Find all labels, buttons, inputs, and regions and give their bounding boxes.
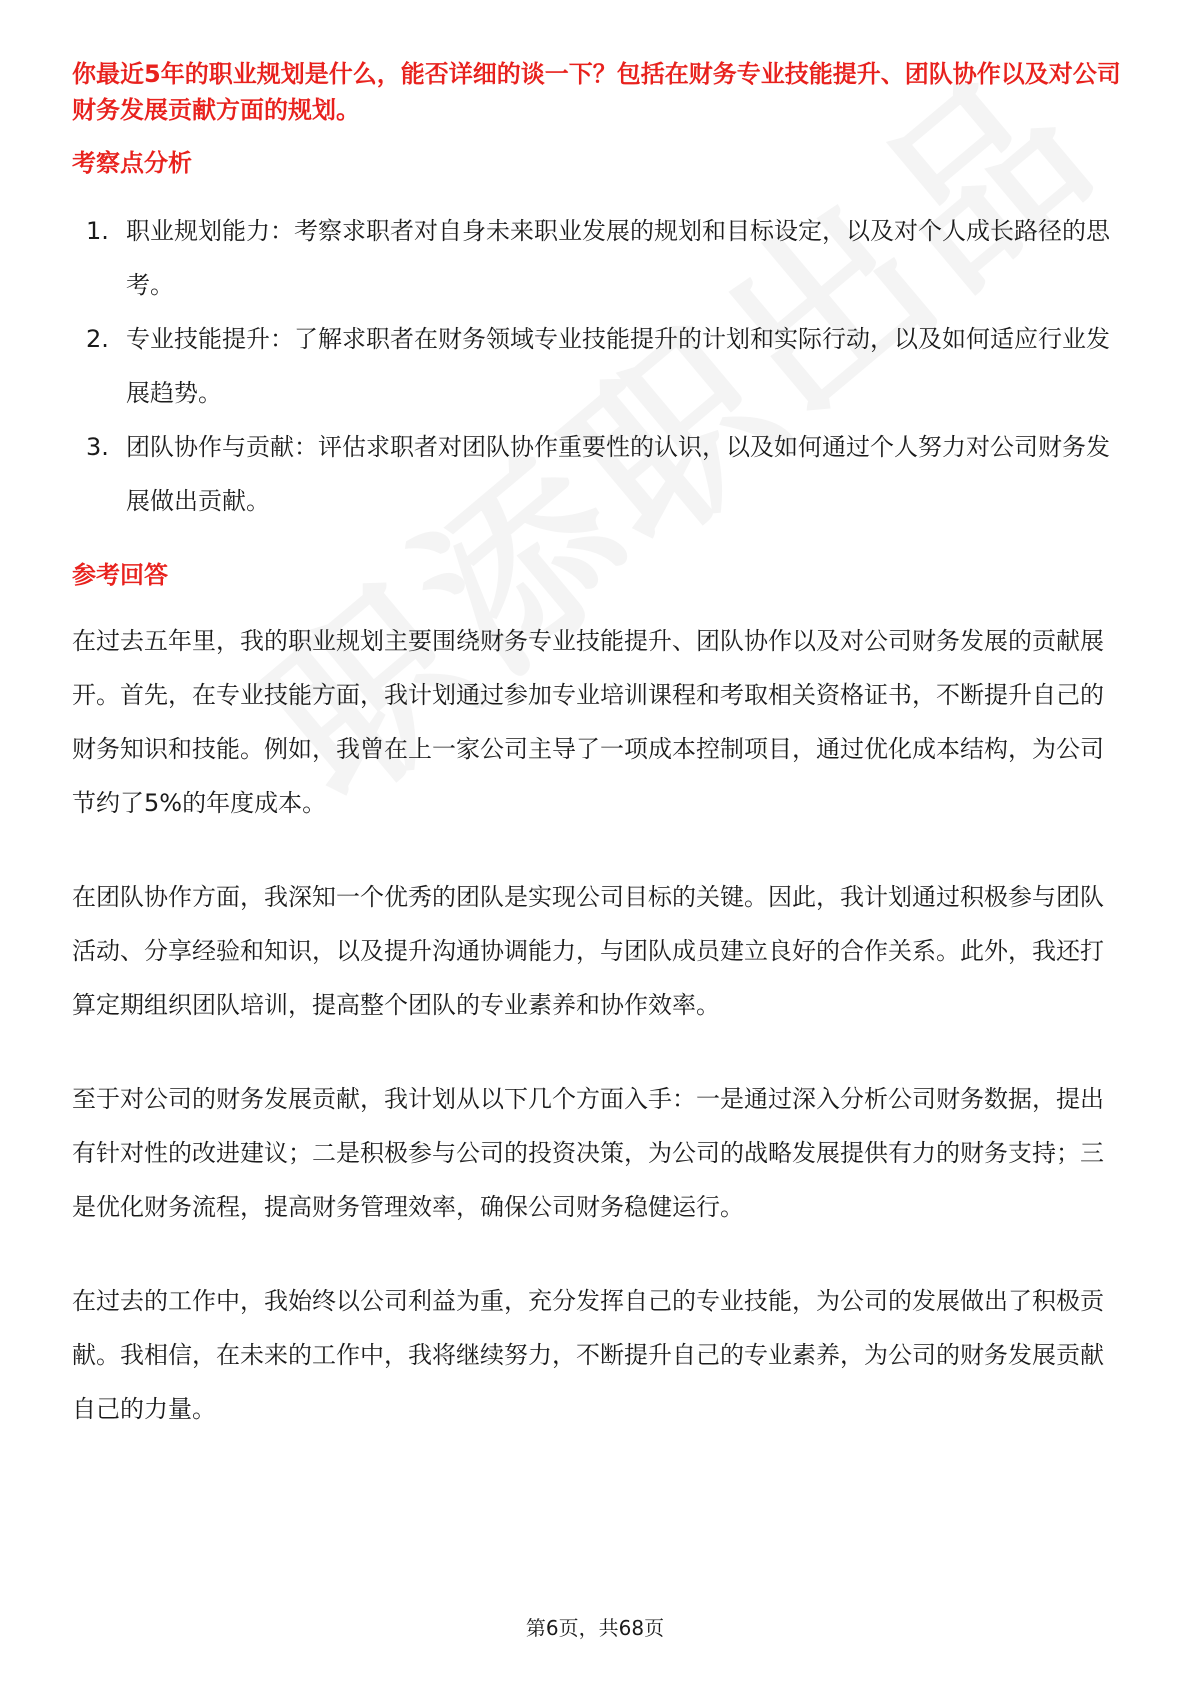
document-body: [72, 56, 1122, 1436]
page-number: 第6页，共68页: [525, 1616, 665, 1640]
answer-paragraph: 在团队协作方面，我深知一个优秀的团队是实现公司目标的关键。因此，我计划通过积极参与团队活动、分享经验和知识，以及提升沟通协调能力，与团队成员建立良好的合作关系。此外，我还打算定期组织团队培训，提高整个团队的专业素养和协作效率。: [72, 883, 1104, 1019]
answer-paragraph: 至于对公司的财务发展贡献，我计划从以下几个方面入手：一是通过深入分析公司财务数据，提出有针对性的改进建议；二是积极参与公司的投资决策，为公司的战略发展提供有力的财务支持；三是优化财务流程，提高财务管理效率，确保公司财务稳健运行。: [72, 1085, 1104, 1221]
answer-paragraph: 在过去的工作中，我始终以公司利益为重，充分发挥自己的专业技能，为公司的发展做出了积极贡献。我相信，在未来的工作中，我将继续努力，不断提升自己的专业素养，为公司的财务发展贡献自己的力量。: [72, 1287, 1104, 1423]
list-item: [72, 312, 1122, 420]
list-item-number: 1.: [86, 217, 109, 245]
list-item: [72, 204, 1122, 312]
list-item-text: 专业技能提升：了解求职者在财务领域专业技能提升的计划和实际行动，以及如何适应行业发展趋势。: [126, 325, 1110, 407]
answer-paragraph: 在过去五年里，我的职业规划主要围绕财务专业技能提升、团队协作以及对公司财务发展的贡献展开。首先，在专业技能方面，我计划通过参加专业培训课程和考取相关资格证书，不断提升自己的财务知识和技能。例如，我曾在上一家公司主导了一项成本控制项目，通过优化成本结构，为公司节约了5%的年度成本。: [72, 627, 1104, 817]
analysis-heading: 考察点分析: [72, 149, 192, 177]
list-item-number: 3.: [86, 433, 109, 461]
list-item-text: 团队协作与贡献：评估求职者对团队协作重要性的认识，以及如何通过个人努力对公司财务发展做出贡献。: [126, 433, 1110, 515]
list-item-number: 2.: [86, 325, 109, 353]
answer-heading: 参考回答: [72, 561, 168, 589]
list-item-text: 职业规划能力：考察求职者对自身未来职业发展的规划和目标设定，以及对个人成长路径的思考。: [126, 217, 1110, 299]
question-title: 你最近5年的职业规划是什么，能否详细的谈一下？包括在财务专业技能提升、团队协作以及对公司财务发展贡献方面的规划。: [72, 60, 1121, 124]
list-item: [72, 420, 1122, 528]
analysis-list: [72, 204, 1122, 528]
